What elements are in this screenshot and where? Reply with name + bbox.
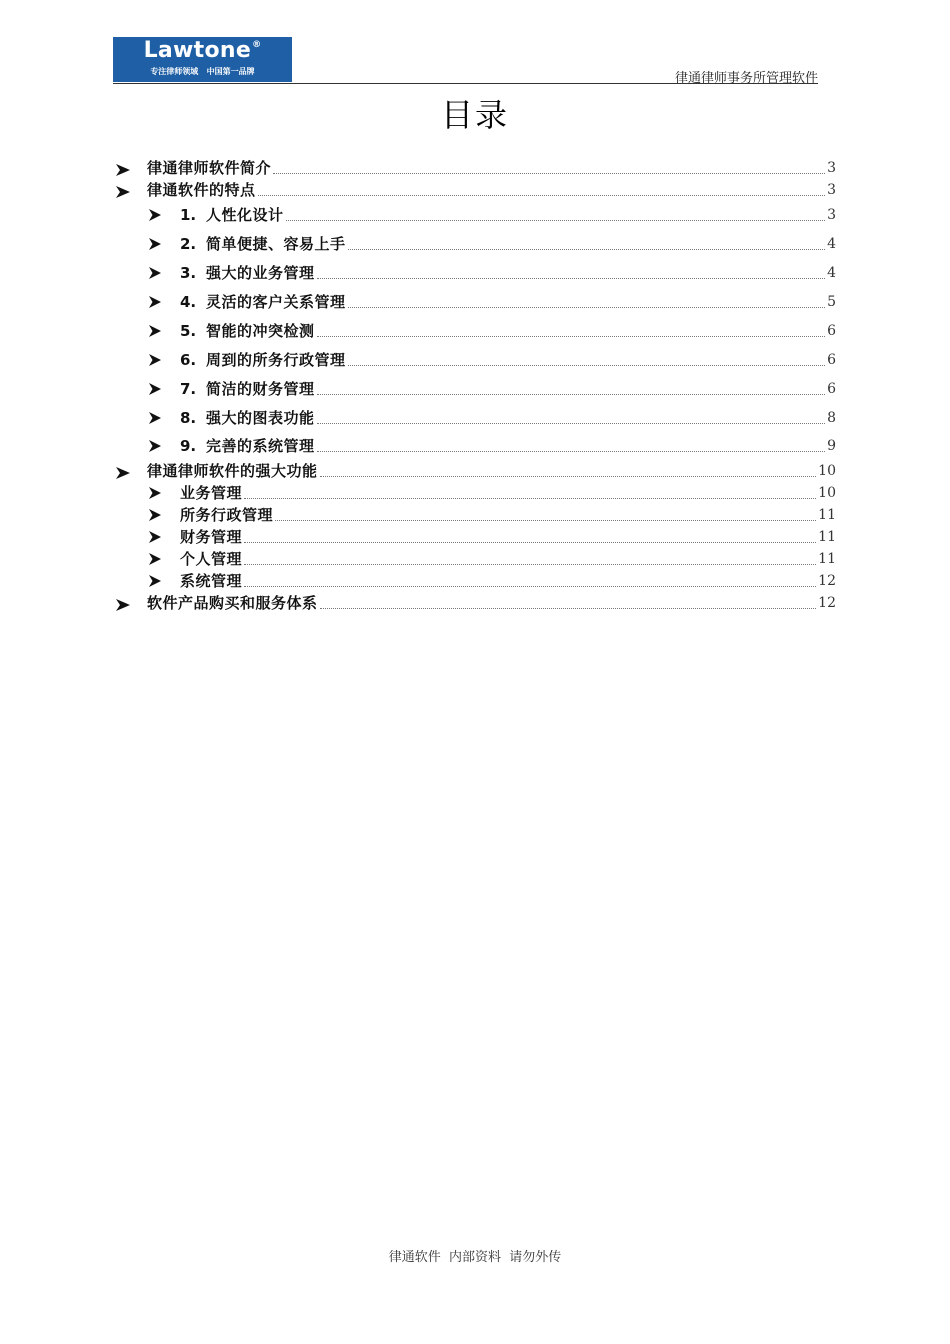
toc-page-number: 4	[827, 265, 836, 281]
toc-entry[interactable]	[0, 594, 950, 614]
toc-title[interactable]: 强大的图表功能	[206, 409, 315, 427]
toc-leader-dots	[320, 476, 817, 477]
toc-title[interactable]: 律通软件的特点	[147, 181, 256, 199]
toc-page-number: 3	[827, 207, 836, 223]
arrow-bullet-icon	[146, 550, 164, 568]
header-doc-label: 律通律师事务所管理软件	[674, 71, 818, 86]
toc-entry[interactable]	[0, 351, 950, 371]
toc-page-number: 11	[818, 507, 836, 523]
toc-leader-dots	[258, 195, 826, 196]
toc-page-number: 12	[818, 595, 836, 611]
arrow-bullet-icon	[146, 322, 164, 340]
arrow-bullet-icon	[114, 596, 132, 614]
toc-leader-dots	[317, 423, 826, 424]
toc-entry[interactable]	[0, 437, 950, 457]
page-footer: 律通软件 内部资料 请勿外传	[388, 1250, 562, 1265]
toc-page-number: 5	[827, 294, 836, 310]
arrow-bullet-icon	[146, 437, 164, 455]
toc-leader-dots	[317, 451, 826, 452]
logo-name: Lawtone®	[143, 38, 262, 63]
toc-entry[interactable]	[0, 264, 950, 284]
toc-page-number: 9	[827, 438, 836, 454]
toc-page-number: 10	[818, 463, 836, 479]
arrow-bullet-icon	[114, 161, 132, 179]
arrow-bullet-icon	[146, 264, 164, 282]
toc-title[interactable]: 简单便捷、容易上手	[206, 235, 346, 253]
toc-page-number: 11	[818, 529, 836, 545]
toc-leader-dots	[244, 498, 816, 499]
toc-leader-dots	[348, 307, 826, 308]
arrow-bullet-icon	[146, 206, 164, 224]
toc-title[interactable]: 灵活的客户关系管理	[206, 293, 346, 311]
arrow-bullet-icon	[146, 235, 164, 253]
arrow-bullet-icon	[146, 351, 164, 369]
toc-page-number: 3	[827, 182, 836, 198]
page-title: 目录	[440, 96, 509, 134]
arrow-bullet-icon	[114, 183, 132, 201]
toc-number: 5.	[180, 322, 197, 340]
header-divider	[113, 83, 818, 84]
toc-title[interactable]: 律通律师软件简介	[147, 159, 272, 177]
arrow-bullet-icon	[146, 409, 164, 427]
toc-entry[interactable]	[0, 380, 950, 400]
toc-leader-dots	[273, 173, 825, 174]
toc-entry[interactable]	[0, 506, 950, 526]
toc-entry[interactable]	[0, 409, 950, 429]
lawtone-logo	[113, 37, 292, 82]
toc-title[interactable]: 业务管理	[180, 484, 243, 502]
toc-entry[interactable]	[0, 235, 950, 255]
toc-page-number: 8	[827, 410, 836, 426]
toc-entry[interactable]	[0, 322, 950, 342]
toc-title[interactable]: 强大的业务管理	[206, 264, 315, 282]
arrow-bullet-icon	[146, 380, 164, 398]
toc-entry[interactable]	[0, 206, 950, 226]
toc-number: 8.	[180, 409, 197, 427]
toc-title[interactable]: 个人管理	[180, 550, 243, 568]
toc-page-number: 3	[827, 160, 836, 176]
toc-number: 4.	[180, 293, 197, 311]
toc-title[interactable]: 系统管理	[180, 572, 243, 590]
toc-leader-dots	[348, 365, 826, 366]
toc-page-number: 6	[827, 352, 836, 368]
toc-entry[interactable]	[0, 293, 950, 313]
toc-entry[interactable]	[0, 550, 950, 570]
toc-entry[interactable]	[0, 484, 950, 504]
toc-leader-dots	[348, 249, 826, 250]
toc-leader-dots	[244, 564, 816, 565]
toc-title[interactable]: 人性化设计	[206, 206, 284, 224]
toc-leader-dots	[244, 586, 816, 587]
arrow-bullet-icon	[146, 506, 164, 524]
toc-number: 7.	[180, 380, 197, 398]
arrow-bullet-icon	[146, 572, 164, 590]
toc-leader-dots	[317, 336, 826, 337]
toc-entry[interactable]	[0, 528, 950, 548]
toc-page-number: 4	[827, 236, 836, 252]
logo-slogan: 专注律师领域 中国第一品牌	[150, 67, 255, 76]
arrow-bullet-icon	[146, 293, 164, 311]
toc-leader-dots	[317, 278, 826, 279]
toc-entry[interactable]	[0, 181, 950, 201]
toc-title[interactable]: 所务行政管理	[180, 506, 274, 524]
toc-title[interactable]: 软件产品购买和服务体系	[147, 594, 318, 612]
toc-title[interactable]: 周到的所务行政管理	[206, 351, 346, 369]
arrow-bullet-icon	[146, 484, 164, 502]
toc-number: 6.	[180, 351, 197, 369]
toc-page-number: 11	[818, 551, 836, 567]
toc-leader-dots	[275, 520, 816, 521]
toc-number: 9.	[180, 437, 197, 455]
toc-title[interactable]: 律通律师软件的强大功能	[147, 462, 318, 480]
toc-entry[interactable]	[0, 159, 950, 179]
toc-title[interactable]: 财务管理	[180, 528, 243, 546]
toc-entry[interactable]	[0, 572, 950, 592]
toc-number: 3.	[180, 264, 197, 282]
toc-leader-dots	[317, 394, 826, 395]
toc-leader-dots	[286, 220, 826, 221]
toc-title[interactable]: 完善的系统管理	[206, 437, 315, 455]
toc-page-number: 6	[827, 323, 836, 339]
toc-leader-dots	[244, 542, 816, 543]
toc-entry[interactable]	[0, 462, 950, 482]
toc-title[interactable]: 智能的冲突检测	[206, 322, 315, 340]
toc-page-number: 6	[827, 381, 836, 397]
arrow-bullet-icon	[146, 528, 164, 546]
toc-page-number: 10	[818, 485, 836, 501]
toc-leader-dots	[320, 608, 817, 609]
toc-number: 1.	[180, 206, 197, 224]
arrow-bullet-icon	[114, 464, 132, 482]
toc-number: 2.	[180, 235, 197, 253]
toc-title[interactable]: 简洁的财务管理	[206, 380, 315, 398]
toc-page-number: 12	[818, 573, 836, 589]
